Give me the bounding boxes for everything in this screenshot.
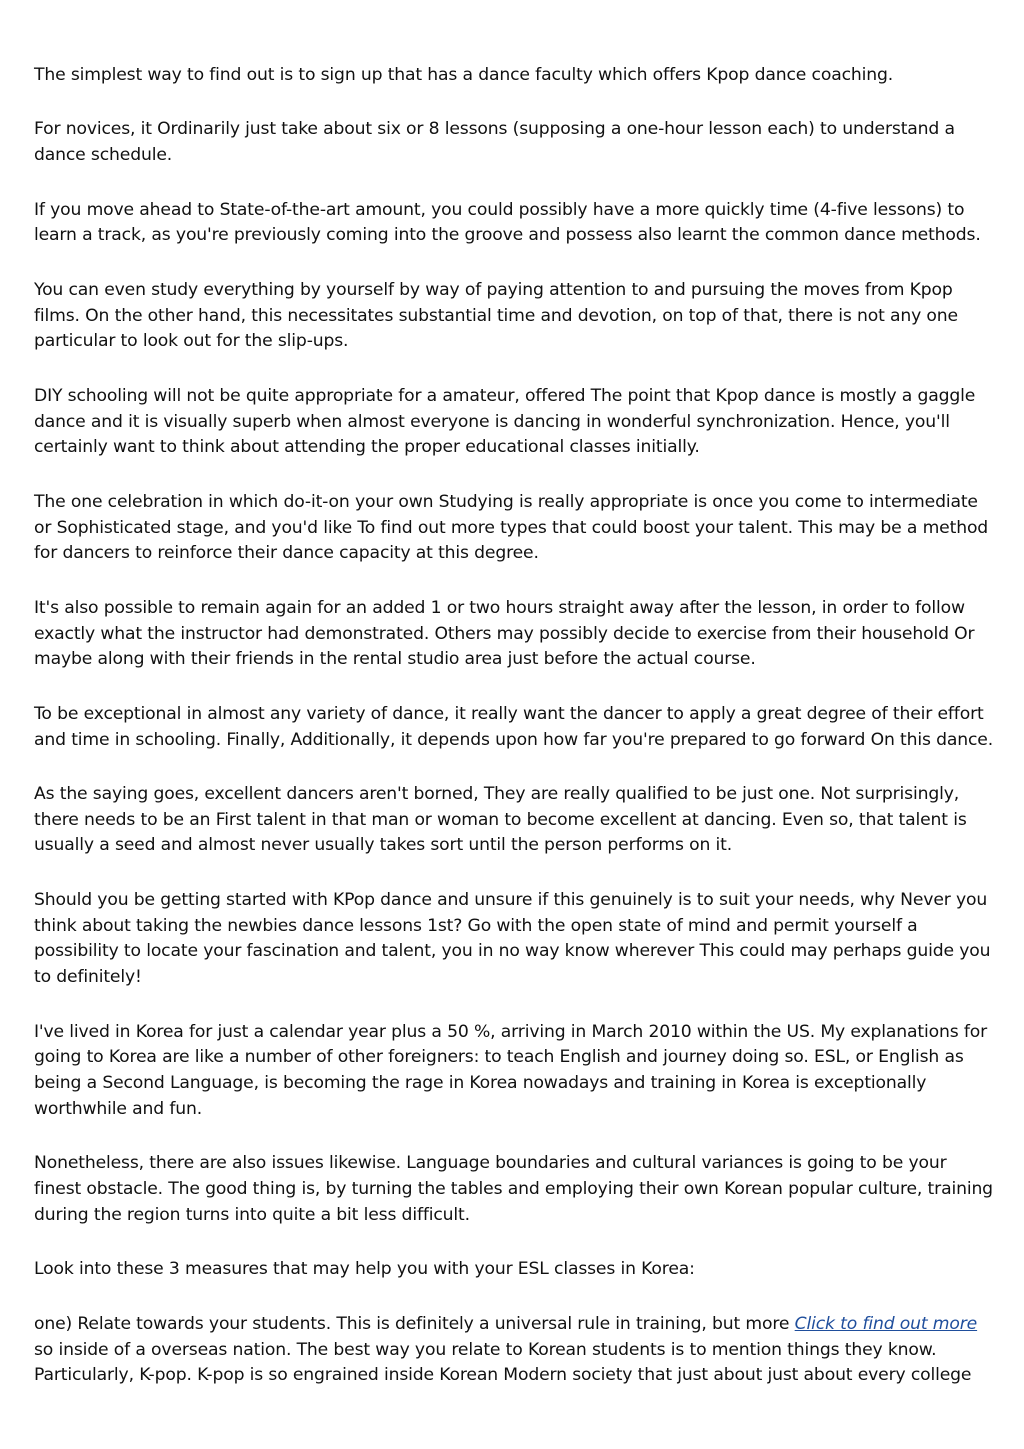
paragraph-11: I've lived in Korea for just a calendar year plus a 50 %, arriving in March 2010 within the US. My explanations for going to Korea are like a number of other foreigners: to teach English and journey doing so. ESL, or English as being a Second Language, is becoming the rage in Korea nowadays and training in Korea is exceptionally worthwhile and fun. [34,1021,988,1120]
paragraph-9: As the saying goes, excellent dancers aren't borned, They are really qualified to be just one. Not surprisingly, there needs to be an First talent in that man or woman to become excellent at dancing. Even so, that talent is usually a seed and almost never usually takes sort until the person performs on it. [34,783,967,856]
click-to-find-out-more-link[interactable]: Click to find out more [794,1313,978,1334]
paragraph-10: Should you be getting started with KPop dance and unsure if this genuinely is to suit your needs, why Never you think about taking the newbies dance lessons 1st? Go with the open state of mind and permit yourself a possibility to locate your fascination and talent, you in no way know wherever This could may perhaps guide you to definitely! [34,889,991,988]
paragraph-2: For novices, it Ordinarily just take about six or 8 lessons (supposing a one-hour lesson each) to understand a dance schedule. [34,119,955,166]
paragraph-6: The one celebration in which do-it-on your own Studying is really appropriate is once you come to intermediate or Sophisticated stage, and you'd like To find out more types that could boost your talent. This may be a method for dancers to reinforce their dance capacity at this degree. [34,491,989,564]
paragraph-12: Nonetheless, there are also issues likewise. Language boundaries and cultural variances is going to be your finest obstacle. The good thing is, by turning the tables and employing their own Korean popular culture, training during the region turns into quite a bit less difficult. [34,1153,993,1226]
paragraph-7: It's also possible to remain again for an added 1 or two hours straight away after the lesson, in order to follow exactly what the instructor had demonstrated. Others may possibly decide to exercise from their household Or maybe along with their friends in the rental studio area just before the actual course. [34,597,975,670]
paragraph-3: If you move ahead to State-of-the-art amount, you could possibly have a more quickly time (4-five lessons) to learn a track, as you're previously coming into the groove and possess also learnt the common dance methods. [34,199,981,246]
paragraph-5: DIY schooling will not be quite appropriate for a amateur, offered The point that Kpop dance is mostly a gaggle dance and it is visually superb when almost everyone is dancing in wonderful synchronization. Hence, you'll certainly want to think about attending the proper educational classes initially. [34,385,976,458]
paragraph-13: Look into these 3 measures that may help you with your ESL classes in Korea: [34,1259,695,1280]
paragraph-14 [34,1312,994,1389]
paragraph-14-before-link: one) Relate towards your students. This is definitely a universal rule in training, but more [34,1313,795,1334]
paragraph-1: The simplest way to find out is to sign up that has a dance faculty which offers Kpop dance coaching. [34,65,894,85]
document-body [34,63,994,1418]
paragraph-4: You can even study everything by yourself by way of paying attention to and pursuing the moves from Kpop films. On the other hand, this necessitates substantial time and devotion, on top of that, there is not any one particular to look out for the slip-ups. [34,279,958,352]
paragraph-14-after-link: so inside of a overseas nation. The best way you relate to Korean students is to mention things they know. Particularly, K-pop. K-pop is so engrained inside Korean Modern society that just about just about every college [34,1339,972,1386]
paragraph-8: To be exceptional in almost any variety of dance, it really want the dancer to apply a great degree of their effort and time in schooling. Finally, Additionally, it depends upon how far you're prepared to go forward On this dance. [34,703,994,750]
